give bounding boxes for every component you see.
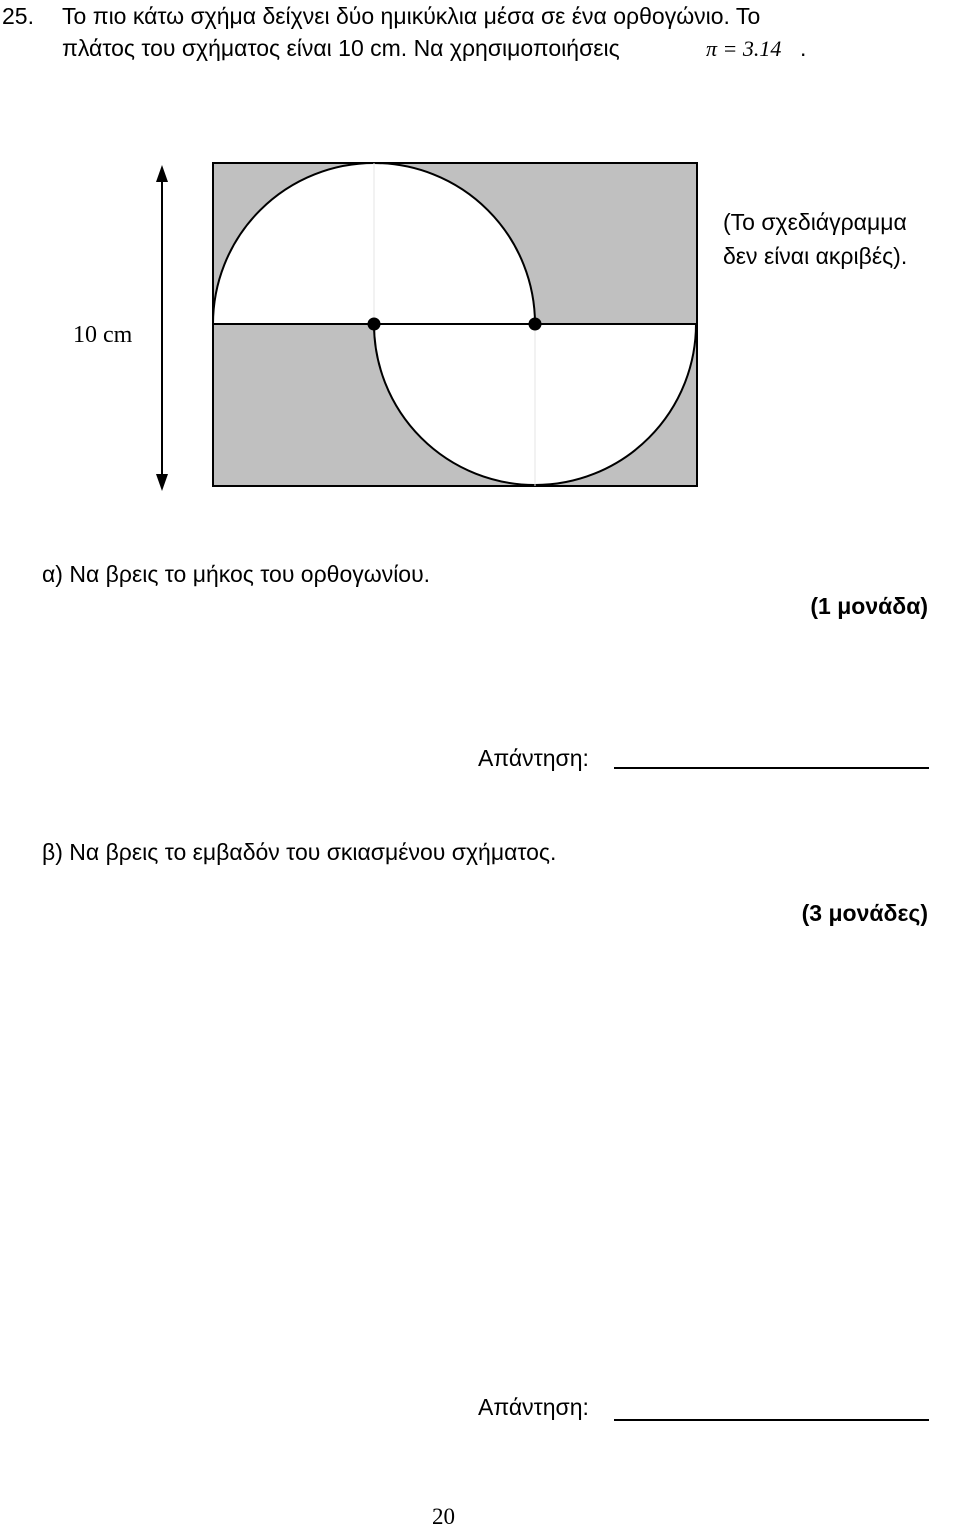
part-a-marks: (1 μονάδα): [810, 593, 928, 619]
part-b-answer-label: Απάντηση:: [478, 1394, 589, 1420]
width-arrow-head-top: [156, 165, 168, 182]
diagram-note-line-1: (Το σχεδιάγραμμα: [723, 209, 907, 235]
part-b-answer-line[interactable]: [614, 1419, 929, 1421]
question-line-2: πλάτος του σχήματος είναι 10 cm. Να χρησιμοποιήσεις: [62, 35, 620, 61]
page-number: 20: [432, 1504, 455, 1529]
center-point-left: [368, 318, 381, 331]
width-label: 10 cm: [73, 322, 133, 348]
question-line-1: Το πιο κάτω σχήμα δείχνει δύο ημικύκλια μέσα σε ένα ορθογώνιο. Το: [62, 3, 761, 29]
pi-formula-period: .: [800, 35, 807, 61]
part-a-question: α) Να βρεις το μήκος του ορθογωνίου.: [42, 561, 431, 587]
question-number: 25.: [2, 3, 34, 29]
part-a-answer-line[interactable]: [614, 767, 929, 769]
pi-formula: π = 3.14: [706, 36, 782, 61]
center-point-right: [529, 318, 542, 331]
part-b-question: β) Να βρεις το εμβαδόν του σκιασμένου σχήματος.: [42, 839, 557, 865]
part-a-answer-label: Απάντηση:: [478, 745, 589, 771]
width-arrow-head-bottom: [156, 474, 168, 491]
diagram-note-line-2: δεν είναι ακριβές).: [723, 243, 908, 269]
part-b-marks: (3 μονάδες): [801, 900, 928, 926]
